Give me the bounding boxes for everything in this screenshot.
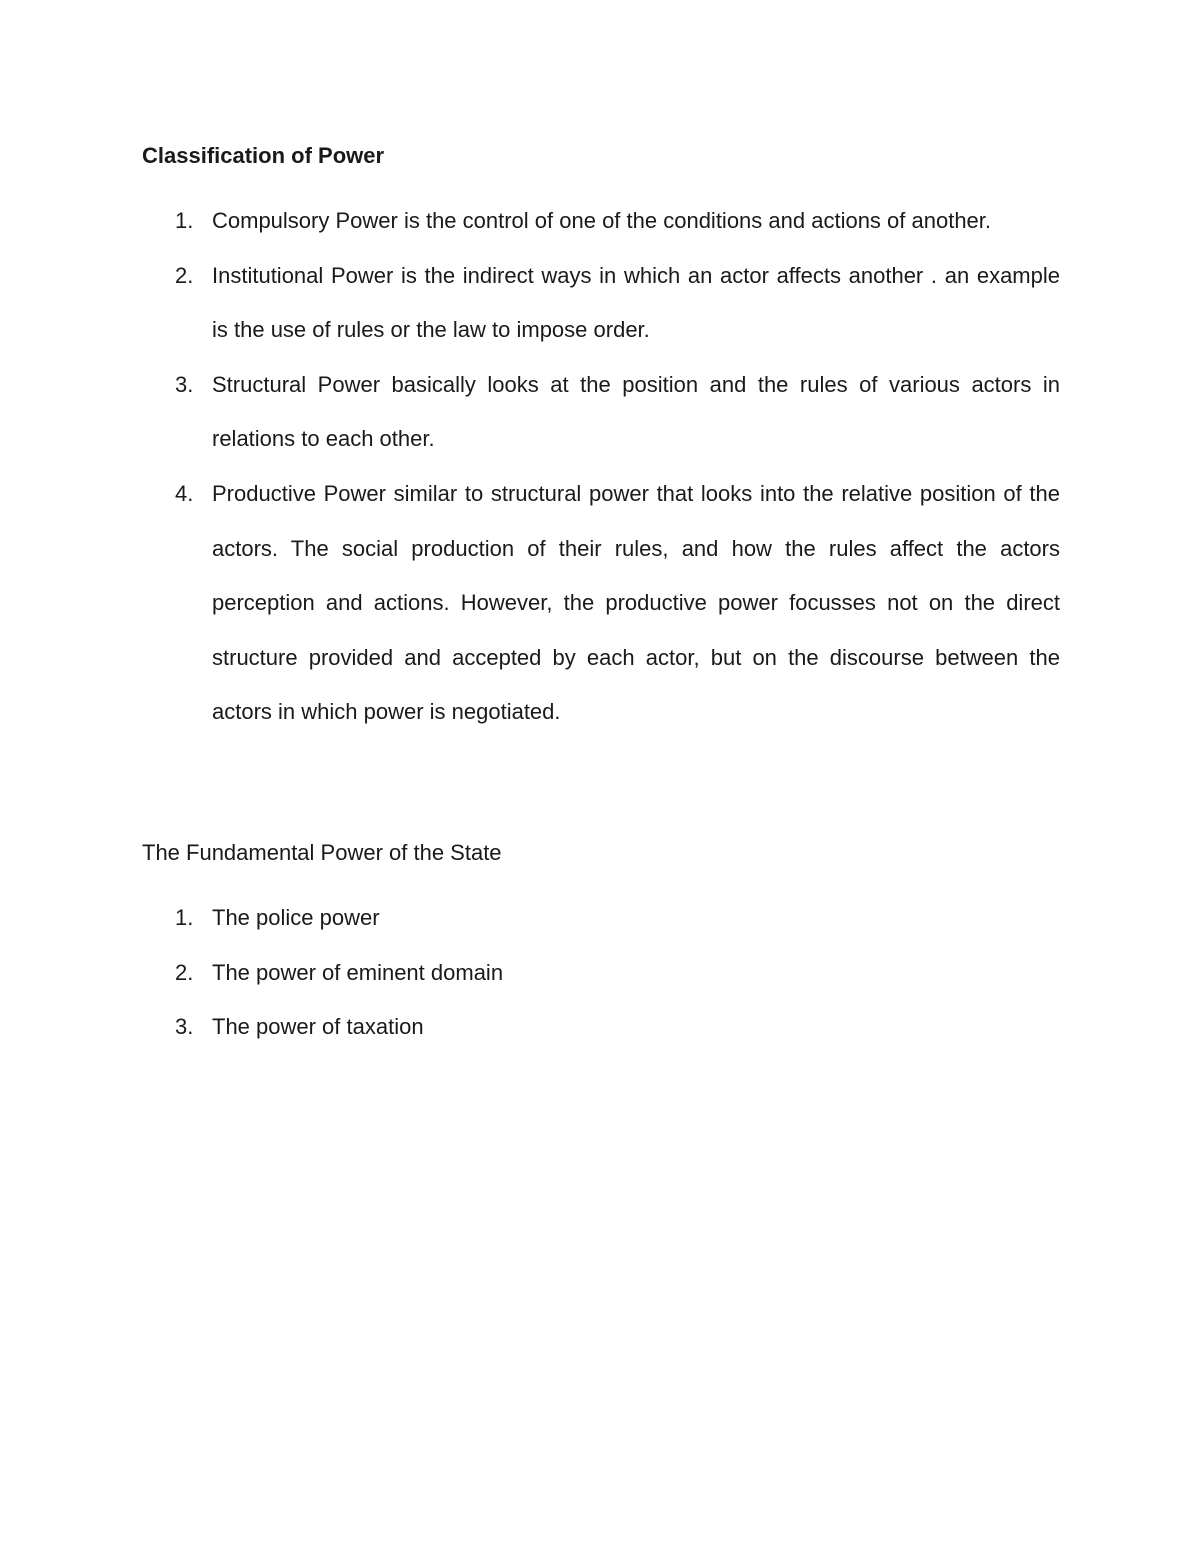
- list-item-number: 1.: [175, 208, 194, 233]
- list-item-number: 3.: [175, 371, 194, 397]
- list-item-text: Compulsory Power is the control of one of the conditions and actions of another.: [212, 208, 992, 233]
- list-item: [142, 891, 1060, 946]
- list-item: [142, 946, 1060, 1001]
- list-item: [142, 1000, 1060, 1055]
- list-item-number: 4.: [175, 480, 194, 506]
- section-heading: The Fundamental Power of the State: [142, 840, 502, 865]
- list-item-number: 2.: [175, 959, 194, 985]
- fundamental-power-section: [142, 838, 1060, 1055]
- list-item-text: The power of eminent domain: [212, 959, 504, 985]
- list-item: [142, 358, 1060, 467]
- classification-list: [142, 194, 1060, 740]
- list-item-number: 2.: [175, 262, 194, 288]
- list-item-number: 1.: [175, 905, 194, 930]
- list-item-text: Institutional Power is the indirect ways in which an actor affects another . an example is the use of rules or the law to impose order.: [212, 262, 1060, 343]
- list-item-text: The power of taxation: [212, 1014, 424, 1040]
- classification-section: [142, 141, 1060, 740]
- list-item-number: 3.: [175, 1014, 194, 1040]
- list-item-text: The police power: [212, 905, 380, 930]
- list-item-text: Productive Power similar to structural power that looks into the relative position of the actors. The social production of their rules, and how the rules affect the actors perception and actions. However, the productive power focusses not on the direct structure provided and accepted by each actor, but on the discourse between the actors in which power is negotiated.: [212, 480, 1060, 725]
- list-item: [142, 249, 1060, 358]
- list-item: [142, 194, 1060, 249]
- section-heading: Classification of Power: [142, 143, 385, 168]
- list-item-text: Structural Power basically looks at the position and the rules of various actors in relations to each other.: [212, 371, 1060, 452]
- fundamental-power-list: [142, 891, 1060, 1055]
- list-item: [142, 467, 1060, 740]
